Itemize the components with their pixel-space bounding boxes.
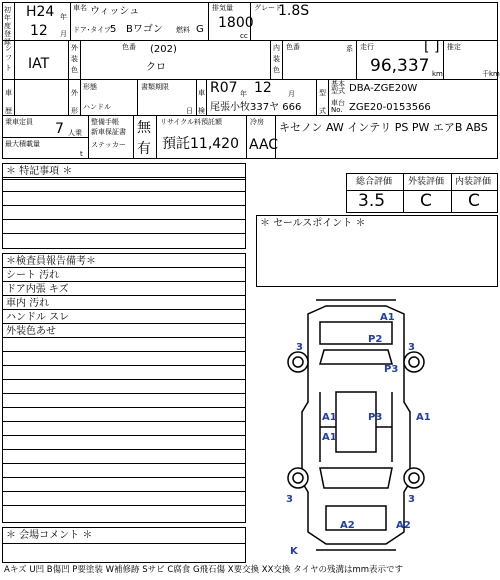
exterior-color-label: 外装色 — [71, 44, 78, 74]
interior-rating-label: 内装評価 — [455, 177, 492, 187]
shape-label: 外形 — [71, 89, 78, 115]
recycle-label: リサイクル料預託額 — [160, 118, 223, 126]
sales-point-title: ＊ セールスポイント ＊ — [260, 218, 366, 229]
registration-label: 初年度登録 — [4, 6, 11, 46]
warranty-label: 新車保証書 — [91, 128, 126, 136]
ruled-line — [2, 393, 246, 394]
ruled-line — [2, 281, 246, 282]
shift-label: シフト — [5, 44, 12, 72]
inspector-note-line: シート 汚れ — [6, 270, 60, 281]
inspection-label: 推定 — [447, 43, 461, 51]
displacement-value: 1800 — [218, 15, 254, 31]
color-code-label: 色番 — [122, 43, 136, 51]
car-name-label: 車名 — [73, 4, 87, 12]
interior-color-label: 内装色 — [273, 44, 280, 74]
ruled-line — [2, 407, 246, 408]
mark-a1-l1: A1 — [322, 412, 337, 423]
fuel-value: G — [196, 24, 204, 35]
shaken-era: R07 — [210, 80, 238, 96]
inspector-note-line: 車内 汚れ — [6, 298, 50, 309]
ac-label: 冷房 — [250, 118, 264, 126]
mark-a1-top: A1 — [380, 312, 395, 323]
ruled-line — [2, 421, 246, 422]
ruled-line — [2, 267, 246, 268]
mark-3-bl: 3 — [286, 494, 293, 505]
door-type-label: ドア･タイプ — [73, 26, 111, 34]
ruled-line — [2, 435, 246, 436]
exterior-rating: C — [420, 191, 432, 211]
chassis-number: ZGE20-0153566 — [349, 102, 431, 113]
registration-era: H24 — [26, 4, 55, 20]
inspector-note-line: ハンドル スレ — [6, 312, 70, 323]
ruled-line — [2, 463, 246, 464]
ruled-line — [2, 449, 246, 450]
history-label: 車歴 — [5, 89, 12, 115]
record-label: 書類期限 — [141, 83, 169, 91]
mark-k: K — [290, 546, 298, 557]
handle-label: ハンドル — [83, 103, 111, 111]
ac-value: AAC — [249, 137, 279, 153]
mileage-unit: km — [432, 70, 443, 78]
mark-a2-l: A2 — [340, 520, 355, 531]
chassis-label: 車台 No. — [331, 99, 345, 114]
color-name: クロ — [146, 62, 166, 73]
mark-p2: P2 — [368, 334, 383, 345]
shaken-era-unit: 年 — [240, 90, 247, 98]
ruled-line — [2, 337, 246, 338]
inspector-note-line: ドア内張 キズ — [6, 284, 69, 295]
mark-3-tr: 3 — [408, 342, 415, 353]
ruled-line — [2, 177, 246, 178]
body-type: Bワゴン — [126, 24, 163, 35]
total-rating: 3.5 — [358, 191, 386, 211]
mileage-bracket-close: ] — [434, 39, 440, 55]
fuel-label: 燃料 — [176, 26, 190, 34]
ruled-line — [2, 351, 246, 352]
ruled-line — [2, 491, 246, 492]
ruled-line — [2, 295, 246, 296]
ruled-line — [2, 379, 246, 380]
recycle-value: 預託11,420 — [162, 136, 239, 152]
car-damage-diagram — [276, 292, 436, 560]
mileage-bracket-open: [ — [424, 39, 430, 55]
total-rating-label: 総合評価 — [356, 177, 393, 187]
inspector-note-line: 外装色あせ — [6, 326, 56, 337]
maintenance-value: 無 — [137, 120, 151, 136]
record-day-unit: 日 — [186, 107, 193, 115]
form-label: 形態 — [83, 83, 97, 91]
color-code: (202) — [150, 44, 177, 55]
max-load-label: 最大積載量 — [5, 140, 40, 148]
car-name: ウィッシュ — [90, 6, 140, 17]
equipment-list: キセノン AW インテリ PS PW エアB ABS — [279, 121, 488, 134]
plate-number: 尾張小牧337ヤ 666 — [210, 102, 302, 113]
sticker-value: 有 — [137, 141, 151, 157]
ruled-line — [2, 219, 246, 220]
interior-rating: C — [468, 191, 480, 211]
displacement-label: 排気量 — [212, 4, 233, 12]
ruled-line — [2, 505, 246, 506]
mark-a1-l2: A1 — [322, 432, 337, 443]
grade-value: 1.8S — [278, 3, 310, 19]
displacement-unit: cc — [240, 32, 248, 40]
model-code: DBA-ZGE20W — [349, 83, 418, 94]
max-load-unit: t — [80, 150, 83, 158]
ruled-line — [2, 309, 246, 310]
shaken-label: 車検 — [198, 89, 205, 115]
year-unit: 年 — [60, 13, 67, 21]
mileage-value: 96,337 — [370, 56, 430, 76]
special-notes-title: ＊ 特記事項 ＊ — [6, 166, 73, 177]
ruled-line — [2, 477, 246, 478]
mark-p3-center: P3 — [368, 412, 383, 423]
sticker-label: ステッカー — [91, 141, 126, 149]
maintenance-label: 整備手帳 — [91, 118, 119, 126]
mark-3-br: 3 — [408, 494, 415, 505]
venue-comment-title: ＊ 会場コメント ＊ — [6, 530, 93, 541]
ruled-line — [2, 365, 246, 366]
registration-month: 12 — [30, 23, 48, 39]
inspector-notes-title: ＊検査員報告備考＊ — [6, 256, 96, 267]
mark-a1-r: A1 — [416, 412, 431, 423]
capacity-value: 7 — [55, 121, 64, 137]
ruled-line — [2, 191, 246, 192]
month-unit: 月 — [60, 30, 67, 38]
damage-legend: Aキズ U凹 B傷凹 P要塗装 W補修跡 Sサビ C腐食 G飛石傷 X要交換 XX交換 タイヤの残溝はmm表示です — [4, 565, 404, 575]
mark-3-tl: 3 — [296, 342, 303, 353]
mileage-label: 走行 — [360, 43, 374, 51]
shift-value: IAT — [28, 56, 50, 72]
ruled-line — [2, 323, 246, 324]
mark-p3-right: P3 — [384, 364, 399, 375]
ruled-line — [2, 233, 246, 234]
ruled-line — [2, 205, 246, 206]
type-label: 型式 — [319, 89, 326, 115]
capacity-unit: 人乗 — [68, 129, 82, 137]
capacity-label: 乗車定員 — [5, 118, 33, 126]
interior-color-code-label: 色番 — [286, 43, 300, 51]
model-label: 基本型式 — [331, 80, 345, 95]
shaken-month: 12 — [254, 80, 272, 96]
mark-a2-r: A2 — [396, 520, 411, 531]
interior-color-suffix: 系 — [346, 45, 353, 53]
inspection-unit: 千km — [482, 70, 500, 78]
shaken-month-unit: 月 — [288, 90, 295, 98]
exterior-rating-label: 外装評価 — [408, 177, 445, 187]
door-count: 5 — [110, 24, 117, 35]
grade-label: グレード — [254, 4, 282, 12]
